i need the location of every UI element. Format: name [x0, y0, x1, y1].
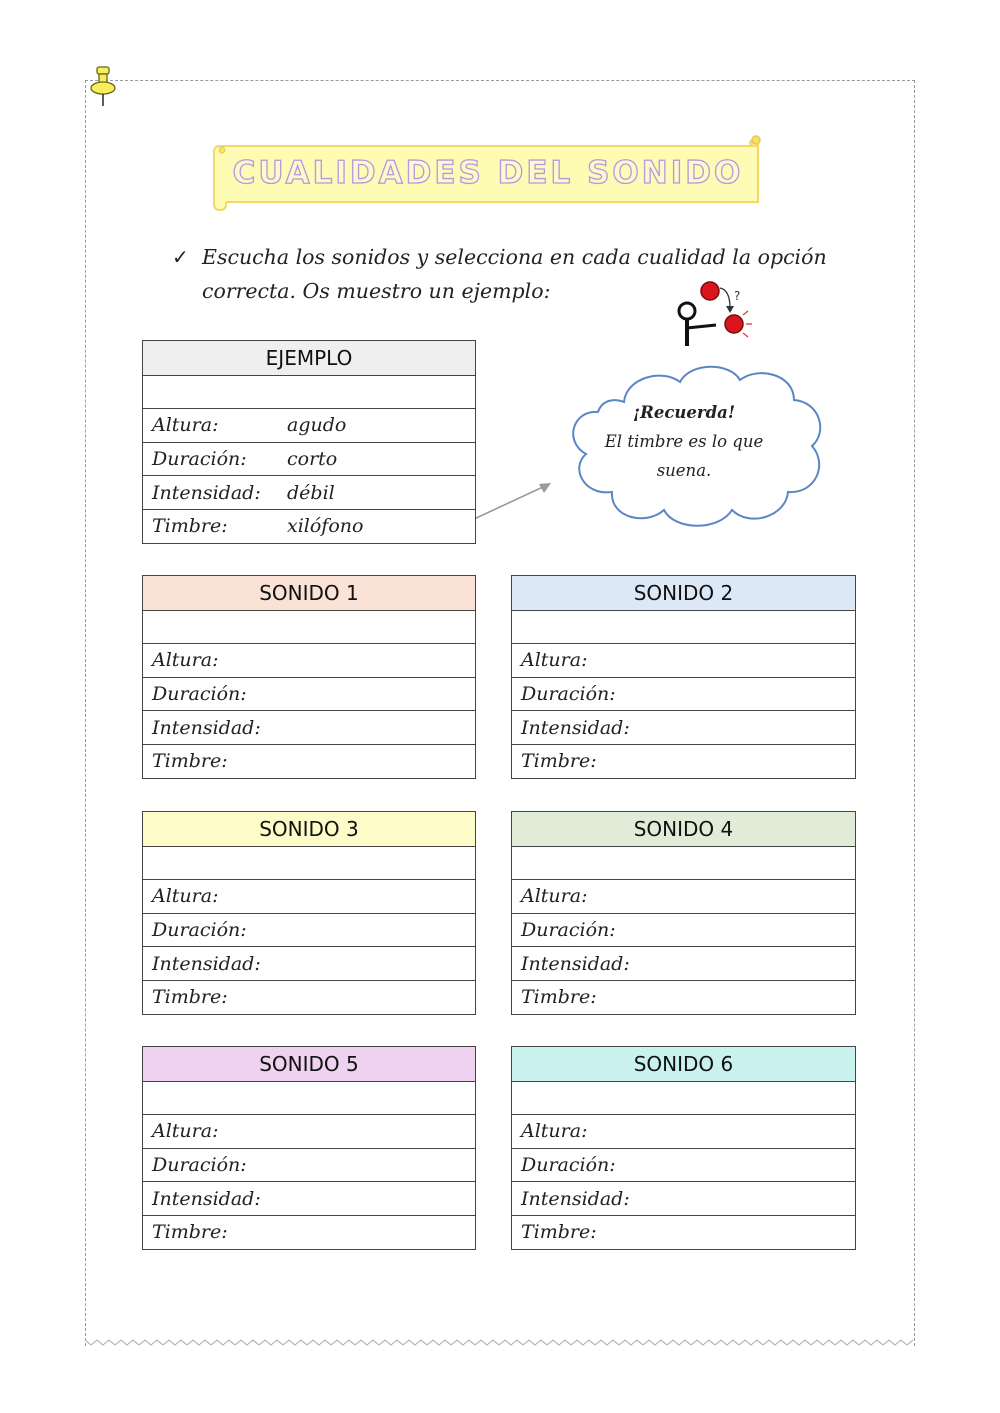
reminder-text — [598, 398, 770, 485]
sound-row-duracion[interactable] — [143, 913, 475, 947]
question-ball-pictogram-icon — [668, 278, 758, 348]
sound-row-intensidad[interactable] — [143, 1181, 475, 1215]
row-label: Altura: — [152, 649, 219, 672]
sound-row-altura[interactable] — [143, 643, 475, 677]
sound-answer-row[interactable] — [512, 610, 855, 644]
row-label: Duración: — [152, 683, 247, 706]
sound-row-timbre[interactable] — [143, 744, 475, 778]
row-label: Timbre: — [521, 986, 597, 1009]
sound-table-title: SONIDO 4 — [512, 812, 855, 846]
sound-row-altura[interactable] — [143, 879, 475, 913]
row-label: Timbre: — [152, 750, 228, 773]
sound-row-duracion[interactable] — [512, 913, 855, 947]
row-value: xilófono — [287, 515, 364, 538]
sound-table-title: SONIDO 3 — [143, 812, 475, 846]
row-label: Duración: — [152, 1154, 247, 1177]
sound-row-intensidad[interactable] — [512, 710, 855, 744]
row-label: Altura: — [521, 885, 588, 908]
row-label: Intensidad: — [152, 1187, 261, 1210]
sound-table-4 — [511, 811, 856, 1015]
sound-row-altura[interactable] — [143, 1114, 475, 1148]
torn-edge — [85, 1333, 915, 1347]
svg-text:?: ? — [734, 289, 741, 303]
sound-row-intensidad[interactable] — [143, 946, 475, 980]
row-label: Intensidad: — [521, 716, 630, 739]
example-table — [142, 340, 476, 544]
row-label: Altura: — [152, 885, 219, 908]
sound-answer-row[interactable] — [143, 846, 475, 880]
row-label: Altura: — [521, 1120, 588, 1143]
sound-row-timbre[interactable] — [512, 1215, 855, 1249]
sound-row-duracion[interactable] — [143, 677, 475, 711]
row-label: Timbre: — [152, 1221, 228, 1244]
page-title: CUALIDADES DEL SONIDO — [232, 155, 744, 191]
sound-table-1 — [142, 575, 476, 779]
row-label: Intensidad: — [152, 952, 261, 975]
row-label: Duración: — [521, 919, 616, 942]
sound-row-altura[interactable] — [512, 879, 855, 913]
row-label: Timbre: — [521, 750, 597, 773]
reminder-heading: ¡Recuerda! — [632, 403, 736, 422]
sound-table-title: SONIDO 5 — [143, 1047, 475, 1081]
row-label: Altura: — [152, 414, 219, 437]
example-row-altura[interactable] — [143, 408, 475, 442]
example-row-duracion[interactable] — [143, 442, 475, 476]
row-label: Timbre: — [152, 986, 228, 1009]
sound-row-duracion[interactable] — [143, 1148, 475, 1182]
row-label: Timbre: — [152, 515, 228, 538]
sound-table-title: SONIDO 6 — [512, 1047, 855, 1081]
sound-row-intensidad[interactable] — [512, 1181, 855, 1215]
reminder-body: El timbre es lo que suena. — [604, 432, 764, 480]
row-value: débil — [287, 481, 335, 504]
instruction-text: Escucha los sonidos y selecciona en cada cualidad la opción correcta. Os muestro un ejemplo: — [202, 245, 827, 303]
sound-row-altura[interactable] — [512, 643, 855, 677]
sound-row-altura[interactable] — [512, 1114, 855, 1148]
sound-row-intensidad[interactable] — [512, 946, 855, 980]
example-row-timbre[interactable] — [143, 509, 475, 543]
row-label: Intensidad: — [152, 481, 261, 504]
row-label: Intensidad: — [152, 716, 261, 739]
checkmark-icon: ✓ — [172, 245, 189, 269]
sound-answer-row[interactable] — [143, 610, 475, 644]
sound-table-title: SONIDO 1 — [143, 576, 475, 610]
row-label: Duración: — [521, 1154, 616, 1177]
sound-table-2 — [511, 575, 856, 779]
row-label: Altura: — [152, 1120, 219, 1143]
row-value: corto — [287, 448, 338, 471]
sound-answer-row[interactable] — [512, 1081, 855, 1115]
sound-table-title: SONIDO 2 — [512, 576, 855, 610]
sound-row-duracion[interactable] — [512, 1148, 855, 1182]
example-answer-row[interactable] — [143, 375, 475, 409]
sound-row-timbre[interactable] — [143, 1215, 475, 1249]
sound-row-timbre[interactable] — [512, 980, 855, 1014]
row-label: Duración: — [152, 448, 247, 471]
row-label: Duración: — [521, 683, 616, 706]
sound-table-3 — [142, 811, 476, 1015]
row-label: Duración: — [152, 919, 247, 942]
row-label: Timbre: — [521, 1221, 597, 1244]
row-label: Intensidad: — [521, 952, 630, 975]
sound-row-duracion[interactable] — [512, 677, 855, 711]
row-label: Altura: — [521, 649, 588, 672]
example-row-intensidad[interactable] — [143, 475, 475, 509]
push-pin-icon — [88, 64, 122, 108]
example-table-title: EJEMPLO — [143, 341, 475, 375]
row-label: Intensidad: — [521, 1187, 630, 1210]
sound-row-timbre[interactable] — [143, 980, 475, 1014]
sound-row-timbre[interactable] — [512, 744, 855, 778]
sound-row-intensidad[interactable] — [143, 710, 475, 744]
sound-answer-row[interactable] — [143, 1081, 475, 1115]
row-value: agudo — [287, 414, 347, 437]
sound-table-6 — [511, 1046, 856, 1250]
sound-answer-row[interactable] — [512, 846, 855, 880]
sound-table-5 — [142, 1046, 476, 1250]
